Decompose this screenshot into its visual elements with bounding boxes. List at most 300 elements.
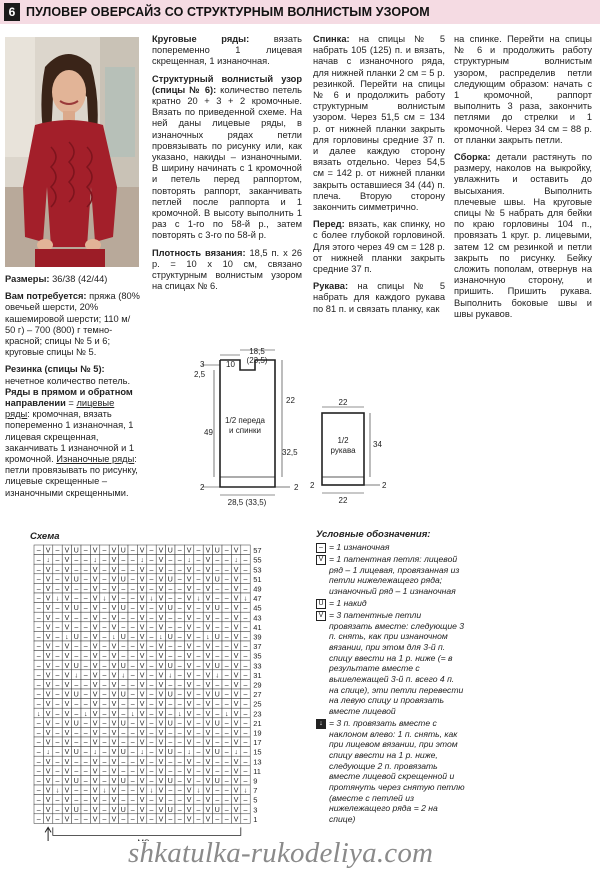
chart-symbol: – (36, 739, 41, 747)
chart-symbol: – (74, 768, 79, 776)
chart-symbol: ↓ (55, 595, 60, 603)
chart-symbol: – (243, 682, 248, 689)
row-number: 1 (253, 814, 258, 824)
chart-symbol: – (149, 758, 154, 766)
row-number: 41 (253, 622, 262, 632)
materials-paragraph: Вам потребуется: пряжа (80% овечьей шерсти, 20% кашемировой шерсти; 110 м/ 50 г) – 700 (800) г темно-красной; спицы № 5 и 6; круговые спицы № 5. (5, 291, 140, 358)
chart-symbol: – (243, 586, 248, 593)
chart-symbol: – (36, 576, 41, 584)
chart-symbol: V (233, 586, 239, 593)
chart-symbol: – (121, 624, 126, 632)
sleeve-paragraph: Рукава: на спицы № 5 набрать для каждого рукава по 81 п. и связать планку, как (313, 281, 445, 314)
chart-symbol: – (196, 758, 201, 766)
chart-symbol: – (224, 634, 229, 641)
row-number: 9 (253, 776, 258, 786)
chart-symbol: V (45, 701, 51, 709)
chart-symbol: ↓ (102, 595, 107, 603)
chart-symbol: V (64, 662, 70, 670)
chart-symbol: V (233, 634, 239, 641)
chart-symbol: V (158, 787, 164, 795)
column-sizes-materials (5, 274, 141, 505)
chart-symbol: V (64, 758, 70, 766)
chart-symbol: ↓ (55, 787, 60, 795)
chart-title: Схема (30, 531, 60, 542)
chart-symbol: – (130, 701, 135, 709)
chart-symbol: V (64, 806, 70, 814)
chart-symbol: – (121, 643, 126, 651)
chart-symbol: – (36, 787, 41, 795)
chart-symbol: V (186, 787, 192, 795)
chart-symbol: – (102, 691, 107, 699)
chart-symbol: – (121, 730, 126, 737)
chart-symbol: – (177, 682, 182, 689)
chart-symbol: – (243, 797, 248, 805)
chart-symbol: V (205, 758, 211, 766)
chart-symbol: – (168, 624, 173, 632)
chart-symbol: – (168, 653, 173, 661)
chart-symbol: V (139, 595, 145, 603)
chart-symbol: – (74, 614, 79, 622)
row-number: 29 (253, 680, 262, 690)
chart-symbol: V (139, 806, 145, 814)
chart-symbol: – (83, 576, 88, 584)
chart-symbol: – (83, 643, 88, 651)
chart-symbol: – (130, 595, 135, 603)
chart-symbol: V (233, 547, 239, 555)
chart-symbol: U (167, 634, 173, 641)
chart-symbol: – (215, 710, 220, 718)
chart-symbol: – (102, 643, 107, 651)
chart-symbol: – (196, 739, 201, 747)
chart-symbol: V (158, 710, 164, 718)
chart-symbol: ↓ (112, 634, 116, 641)
chart-symbol: V (111, 557, 117, 565)
row-number: 27 (253, 690, 262, 700)
chart-symbol: – (243, 634, 248, 641)
chart-symbol: – (224, 768, 229, 776)
chart-symbol: – (74, 701, 79, 709)
chart-symbol: V (92, 739, 98, 747)
chart-symbol: V (139, 797, 145, 805)
chart-symbol: – (55, 566, 60, 574)
chart-symbol: V (92, 816, 98, 824)
chart-symbol: V (233, 653, 239, 661)
chart-symbol: V (139, 662, 145, 670)
chart-symbol: – (149, 691, 154, 699)
chart-symbol: – (243, 643, 248, 651)
chart-symbol: V (64, 547, 70, 555)
sleeve-dim-2a: 2 (310, 481, 315, 490)
chart-symbol: V (205, 586, 211, 593)
chart-symbol: U (214, 720, 220, 728)
row-number: 11 (253, 766, 261, 776)
chart-symbol: V (92, 595, 98, 603)
chart-symbol: – (102, 586, 107, 593)
chart-symbol: V (205, 653, 211, 661)
chart-symbol: – (215, 557, 220, 565)
chart-symbol: ↓ (234, 557, 238, 565)
row-number: 21 (253, 718, 262, 728)
chart-symbol: – (55, 643, 60, 651)
pattern-schematics (190, 345, 420, 520)
chart-symbol: V (111, 662, 117, 670)
chart-symbol: – (196, 806, 201, 814)
chart-symbol: V (64, 730, 70, 737)
chart-symbol: V (92, 730, 98, 737)
chart-symbol: – (102, 682, 107, 689)
chart-symbol: – (196, 691, 201, 699)
chart-symbol: V (233, 710, 239, 718)
chart-symbol: V (64, 749, 70, 757)
chart-symbol: – (83, 720, 88, 728)
chart-symbol: – (83, 701, 88, 709)
chart-symbol: V (233, 682, 239, 689)
chart-symbol: V (92, 634, 98, 641)
chart-symbol: – (121, 797, 126, 805)
chart-symbol: – (74, 797, 79, 805)
chart-symbol: – (149, 605, 154, 613)
chart-symbol: – (149, 749, 154, 757)
chart-symbol: ↓ (177, 710, 182, 718)
chart-symbol: – (224, 816, 229, 824)
chart-symbol: – (55, 816, 60, 824)
chart-symbol: – (177, 576, 182, 584)
chart-symbol: – (177, 787, 182, 795)
chart-symbol: U (73, 605, 79, 613)
chart-symbol: – (130, 653, 135, 661)
chart-symbol: V (158, 653, 164, 661)
chart-symbol: V (64, 691, 70, 699)
chart-symbol: – (168, 586, 173, 593)
watermark: shkatulka-rukodeliya.com (128, 837, 434, 869)
legend-symbol: V (316, 555, 326, 565)
chart-symbol: – (224, 614, 229, 622)
chart-symbol: U (73, 576, 79, 584)
chart-symbol: V (111, 710, 117, 718)
chart-symbol: – (215, 701, 220, 709)
chart-symbol: V (92, 653, 98, 661)
chart-symbol: V (111, 605, 117, 613)
legend-title: Условные обозначения: (316, 529, 431, 540)
chart-symbol: – (130, 586, 135, 593)
chart-symbol: – (121, 595, 126, 603)
chart-symbol: – (130, 768, 135, 776)
chart-symbol: V (139, 816, 145, 824)
chart-symbol: – (83, 672, 88, 680)
start-arrow (45, 827, 51, 841)
chart-symbol: V (158, 816, 164, 824)
chart-symbol: – (196, 816, 201, 824)
chart-symbol: – (224, 662, 229, 670)
chart-symbol: V (45, 586, 51, 593)
chart-symbol: V (233, 566, 239, 574)
chart-symbol: V (64, 586, 70, 593)
chart-symbol: V (233, 643, 239, 651)
chart-symbol: V (139, 634, 145, 641)
chart-symbol: – (83, 682, 88, 689)
chart-symbol: – (177, 634, 182, 641)
chart-symbol: ↓ (159, 634, 163, 641)
chart-symbol: – (168, 758, 173, 766)
chart-symbol: – (224, 806, 229, 814)
legend-symbol: U (316, 599, 326, 609)
chart-symbol: – (149, 778, 154, 785)
chart-symbol: U (73, 749, 79, 757)
chart-symbol: V (186, 605, 192, 613)
chart-symbol: V (92, 710, 98, 718)
chart-symbol: – (243, 758, 248, 766)
legend-text: = 1 изнаночная (329, 542, 390, 552)
chart-symbol: V (139, 778, 145, 785)
sleeve-dim-34: 34 (373, 440, 382, 449)
chart-symbol: – (36, 768, 41, 776)
row-number: 37 (253, 642, 262, 652)
sleeve-dim-top: 22 (338, 398, 348, 407)
chart-symbol: – (177, 730, 182, 737)
chart-symbol: – (177, 605, 182, 613)
chart-symbol: V (111, 749, 117, 757)
chart-symbol: – (243, 701, 248, 709)
chart-symbol: – (83, 634, 88, 641)
chart-symbol: V (92, 720, 98, 728)
chart-symbol: – (130, 816, 135, 824)
chart-symbol: V (139, 566, 145, 574)
chart-symbol: V (186, 797, 192, 805)
chart-symbol: V (64, 566, 70, 574)
chart-symbol: – (149, 653, 154, 661)
chart-symbol: V (139, 739, 145, 747)
chart-symbol: V (111, 682, 117, 689)
chart-symbol: V (111, 643, 117, 651)
chart-symbol: V (158, 682, 164, 689)
chart-symbol: ↓ (196, 787, 201, 795)
chart-symbol: V (64, 710, 70, 718)
chart-symbol: – (149, 576, 154, 584)
chart-symbol: – (55, 730, 60, 737)
chart-symbol: U (214, 547, 220, 555)
chart-symbol: V (45, 595, 51, 603)
chart-symbol: – (102, 653, 107, 661)
chart-symbol: V (205, 797, 211, 805)
chart-symbol: – (196, 547, 201, 555)
chart-symbol: – (102, 605, 107, 613)
chart-symbol: – (149, 730, 154, 737)
chart-symbol: – (196, 643, 201, 651)
chart-symbol: U (214, 605, 220, 613)
chart-symbol: V (205, 624, 211, 632)
chart-symbol: V (233, 816, 239, 824)
chart-symbol: ↓ (93, 557, 97, 565)
chart-symbol: – (149, 797, 154, 805)
chart-symbol: V (186, 710, 192, 718)
density-paragraph: Плотность вязания: 18,5 п. x 26 р. = 10 x 10 см, связано структурным волнистым узором на спицах № 6. (152, 247, 302, 292)
chart-symbol: ↓ (46, 749, 50, 757)
chart-symbol: – (224, 787, 229, 795)
chart-symbol: – (177, 739, 182, 747)
chart-symbol: – (196, 701, 201, 709)
chart-symbol: V (186, 586, 192, 593)
sleeve-label-2: рукава (330, 446, 356, 455)
chart-symbol: – (83, 566, 88, 574)
sleeve-dim-bottom: 22 (338, 496, 348, 505)
chart-symbol: V (45, 547, 51, 555)
dim-2-5: 2,5 (194, 370, 206, 379)
front-paragraph: Перед: вязать, как спинку, но с более глубокой горловиной. Для этого через 49 см = 128 р. от нижней планки закрыть средние 37 п. (313, 219, 445, 275)
chart-symbol: – (102, 806, 107, 814)
chart-symbol: U (167, 691, 173, 699)
body-label-1: 1/2 переда (225, 416, 265, 425)
chart-symbol: – (215, 566, 220, 574)
chart-symbol: V (92, 624, 98, 632)
chart-symbol: V (92, 701, 98, 709)
chart-symbol: – (149, 682, 154, 689)
chart-symbol: – (130, 614, 135, 622)
chart-symbol: – (196, 797, 201, 805)
chart-symbol: V (205, 787, 211, 795)
legend-symbol: ↓ (316, 719, 326, 729)
chart-symbol: – (74, 643, 79, 651)
chart-symbol: V (111, 816, 117, 824)
chart-symbol: V (186, 806, 192, 814)
chart-symbol: – (224, 653, 229, 661)
chart-symbol: V (158, 557, 164, 565)
chart-symbol: – (55, 806, 60, 814)
chart-symbol: U (167, 576, 173, 584)
chart-symbol: – (55, 557, 60, 565)
chart-symbol: – (74, 758, 79, 766)
chart-symbol: – (196, 566, 201, 574)
chart-symbol: – (36, 614, 41, 622)
chart-symbol: – (196, 557, 201, 565)
chart-symbol: V (64, 816, 70, 824)
chart-symbol: – (224, 749, 229, 757)
chart-symbol: U (120, 778, 126, 785)
chart-symbol: – (130, 624, 135, 632)
chart-symbol: V (233, 787, 239, 795)
chart-symbol: – (102, 672, 107, 680)
chart-symbol: V (158, 720, 164, 728)
chart-symbol: – (149, 806, 154, 814)
chart-symbol: V (233, 806, 239, 814)
chart-symbol: V (92, 566, 98, 574)
chart-symbol: – (177, 720, 182, 728)
chart-symbol: V (111, 806, 117, 814)
chart-symbol: – (102, 566, 107, 574)
chart-symbol: V (111, 614, 117, 622)
chart-symbol: – (74, 730, 79, 737)
body-schematic (194, 347, 299, 507)
chart-symbol: V (92, 682, 98, 689)
chart-symbol: – (102, 749, 107, 757)
row-number: 57 (253, 546, 262, 556)
row-number: 3 (253, 805, 258, 815)
wave-pattern-paragraph: Структурный волнистый узор (спицы № 6): количество петель кратно 20 + 3 + 2 кромочные. Вязать по приведенной схеме. На ней даны лицевые ряды, в изнаночных рядах петли провязывать по рисунку или, как указано, накиды – изнаночными. В ширину начинать с 1 кромочной и петель перед раппортом, повторять раппорт, заканчивать петлей после раппорта и 1 кромочной. В высоту выполнить 1 раз с 1-го по 58-й р., затем повторять с 3-го по 58-й р. (152, 73, 302, 241)
chart-symbol: – (243, 557, 248, 565)
chart-symbol: V (139, 586, 145, 593)
chart-symbol: V (186, 816, 192, 824)
row-number: 15 (253, 747, 262, 757)
chart-symbol: ↓ (102, 787, 107, 795)
chart-symbol: U (120, 720, 126, 728)
chart-symbol: – (224, 691, 229, 699)
chart-symbol: V (45, 634, 51, 641)
chart-symbol: V (139, 547, 145, 555)
page-title: ПУЛОВЕР ОВЕРСАЙЗ СО СТРУКТУРНЫМ ВОЛНИСТЫМ УЗОРОМ (26, 5, 430, 19)
chart-symbol: – (102, 624, 107, 632)
chart-symbol: V (45, 576, 51, 584)
chart-symbol: – (215, 797, 220, 805)
chart-symbol: V (139, 624, 145, 632)
dim-2b: 2 (294, 483, 299, 492)
chart-symbol: V (111, 653, 117, 661)
row-number: 35 (253, 651, 262, 661)
chart-symbol: V (186, 701, 192, 709)
chart-symbol: – (55, 710, 60, 718)
chart-symbol: – (36, 557, 41, 565)
chart-symbol: – (224, 758, 229, 766)
chart-symbol: V (186, 566, 192, 574)
chart-symbol: V (111, 730, 117, 737)
chart-symbol: – (196, 749, 201, 757)
chart-symbol: V (45, 662, 51, 670)
chart-symbol: V (64, 682, 70, 689)
chart-symbol: – (102, 701, 107, 709)
legend-item (316, 610, 466, 717)
chart-symbol: V (111, 586, 117, 593)
chart-symbol: ↓ (46, 557, 50, 565)
chart-symbol: V (111, 691, 117, 699)
chart-symbol: V (64, 672, 70, 680)
chart-symbol: – (102, 662, 107, 670)
circular-rows-paragraph: Круговые ряды: вязать попеременно 1 лицевая скрещенная, 1 изнаночная. (152, 34, 302, 67)
chart-symbol: V (45, 605, 51, 613)
chart-symbol: – (224, 595, 229, 603)
chart-symbol: – (215, 653, 220, 661)
chart-symbol: V (186, 547, 192, 555)
chart-symbol: – (55, 614, 60, 622)
chart-symbol: – (130, 778, 135, 785)
chart-symbol: – (102, 758, 107, 766)
chart-symbol: V (45, 653, 51, 661)
chart-symbol: – (149, 672, 154, 680)
chart-symbol: V (205, 691, 211, 699)
chart-symbol: V (233, 701, 239, 709)
chart-symbol: ↓ (187, 749, 191, 757)
chart-symbol: – (149, 739, 154, 747)
chart-symbol: U (120, 691, 126, 699)
chart-symbol: – (130, 797, 135, 805)
chart-symbol: – (83, 797, 88, 805)
chart-symbol: – (130, 691, 135, 699)
chart-symbol: V (205, 557, 211, 565)
chart-symbol: ↓ (140, 749, 144, 757)
chart-symbol: V (205, 710, 211, 718)
chart-symbol: U (73, 778, 79, 785)
chart-symbol: V (158, 758, 164, 766)
chart-symbol: – (83, 605, 88, 613)
chart-symbol: – (215, 624, 220, 632)
legend-text: = 1 накид (329, 597, 367, 608)
chart-symbol: – (74, 787, 79, 795)
row-number: 31 (253, 670, 262, 680)
chart-symbol: – (224, 730, 229, 737)
chart-symbol: – (130, 787, 135, 795)
chart-symbol: V (205, 595, 211, 603)
chart-symbol: V (233, 614, 239, 622)
chart-symbol: V (45, 758, 51, 766)
chart-symbol: – (168, 614, 173, 622)
chart-symbol: U (167, 749, 173, 757)
